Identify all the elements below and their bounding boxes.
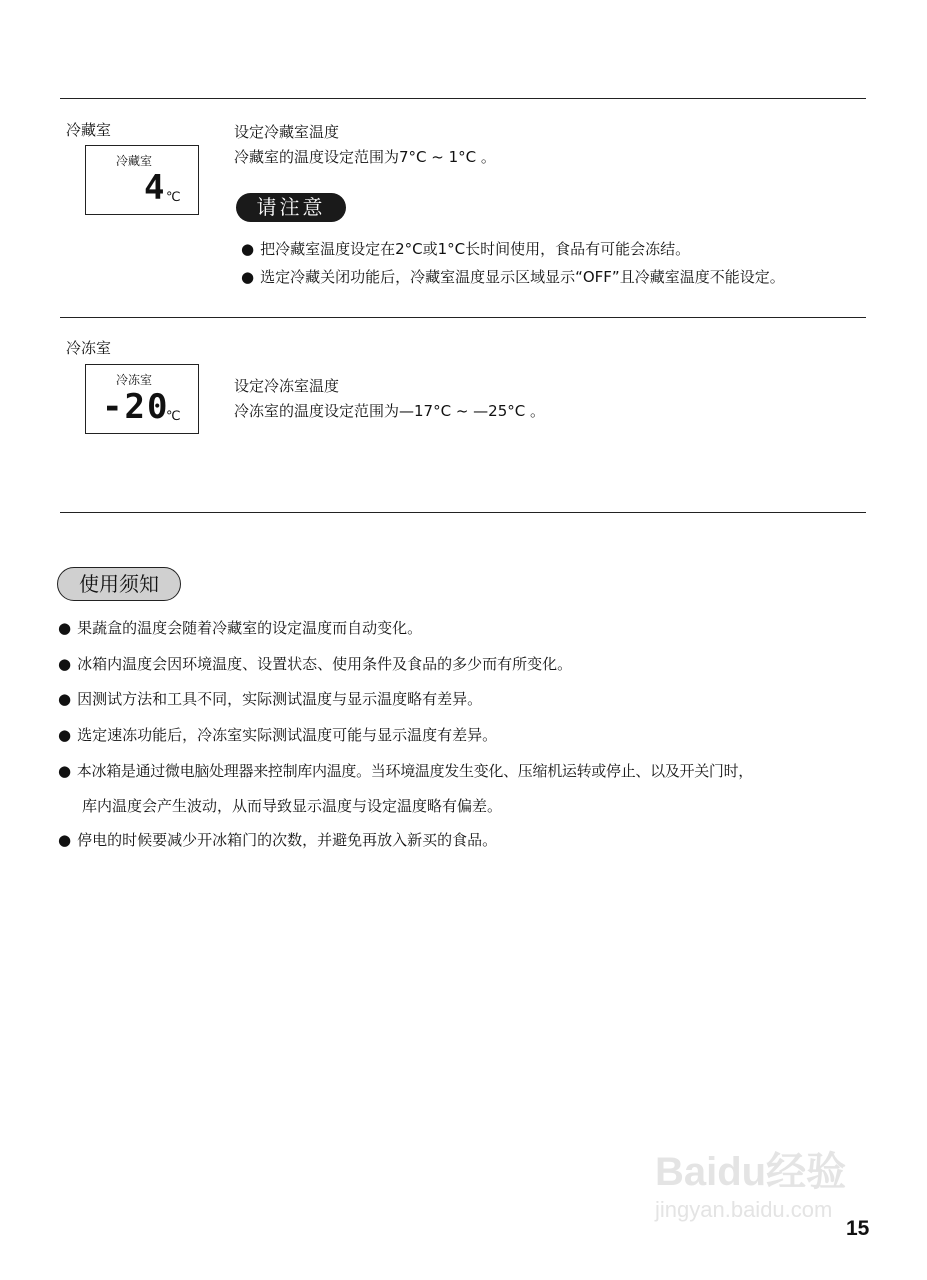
watermark-brand: Baidu经验 [655,1150,847,1194]
watermark-url: jingyan.baidu.com [655,1197,833,1222]
page-number: 15 [846,1217,870,1240]
baidu-watermark-logo [655,1140,846,1223]
freezer-heading: 设定冷冻室温度 [234,377,340,395]
freezer-display-unit: ℃ [166,409,181,424]
fridge-range: 冷藏室的温度设定范围为7°C ~ 1°C 。 [234,148,496,166]
freezer-display-label: 冷冻室 [116,373,153,387]
freezer-display [85,364,199,434]
usage-item: ● 果蔬盒的温度会随着冷藏室的设定温度而自动变化。 [58,617,422,638]
fridge-display-label: 冷藏室 [116,154,153,168]
usage-title-badge: 使用须知 [57,567,181,601]
usage-item: ● 本冰箱是通过微电脑处理器来控制库内温度。当环境温度发生变化、压缩机运转或停止、以及开关门时， [58,760,753,781]
notice-badge: 请注意 [236,193,346,222]
fridge-section-label: 冷藏室 [66,121,112,139]
fridge-display-unit: ℃ [166,190,181,205]
usage-item-continuation: 库内温度会产生波动，从而导致显示温度与设定温度略有偏差。 [82,797,503,815]
usage-item: ● 因测试方法和工具不同，实际测试温度与显示温度略有差异。 [58,688,482,709]
freezer-display-value: -20 [102,387,170,427]
divider [60,512,866,513]
fridge-display-value: 4 [144,168,167,208]
divider [60,317,866,318]
usage-item: ● 冰箱内温度会因环境温度、设置状态、使用条件及食品的多少而有所变化。 [58,653,572,674]
notice-item: ● 把冷藏室温度设定在2°C或1°C长时间使用，食品有可能会冻结。 [241,238,690,259]
freezer-section-label: 冷冻室 [66,339,112,357]
fridge-heading: 设定冷藏室温度 [234,123,340,141]
divider [60,98,866,99]
usage-item: ● 选定速冻功能后，冷冻室实际测试温度可能与显示温度有差异。 [58,724,497,745]
freezer-range: 冷冻室的温度设定范围为—17°C ~ —25°C 。 [234,402,545,420]
notice-item: ● 选定冷藏关闭功能后，冷藏室温度显示区域显示“OFF”且冷藏室温度不能设定。 [241,266,785,287]
fridge-display [85,145,199,215]
usage-item: ● 停电的时候要减少开冰箱门的次数，并避免再放入新买的食品。 [58,829,497,850]
